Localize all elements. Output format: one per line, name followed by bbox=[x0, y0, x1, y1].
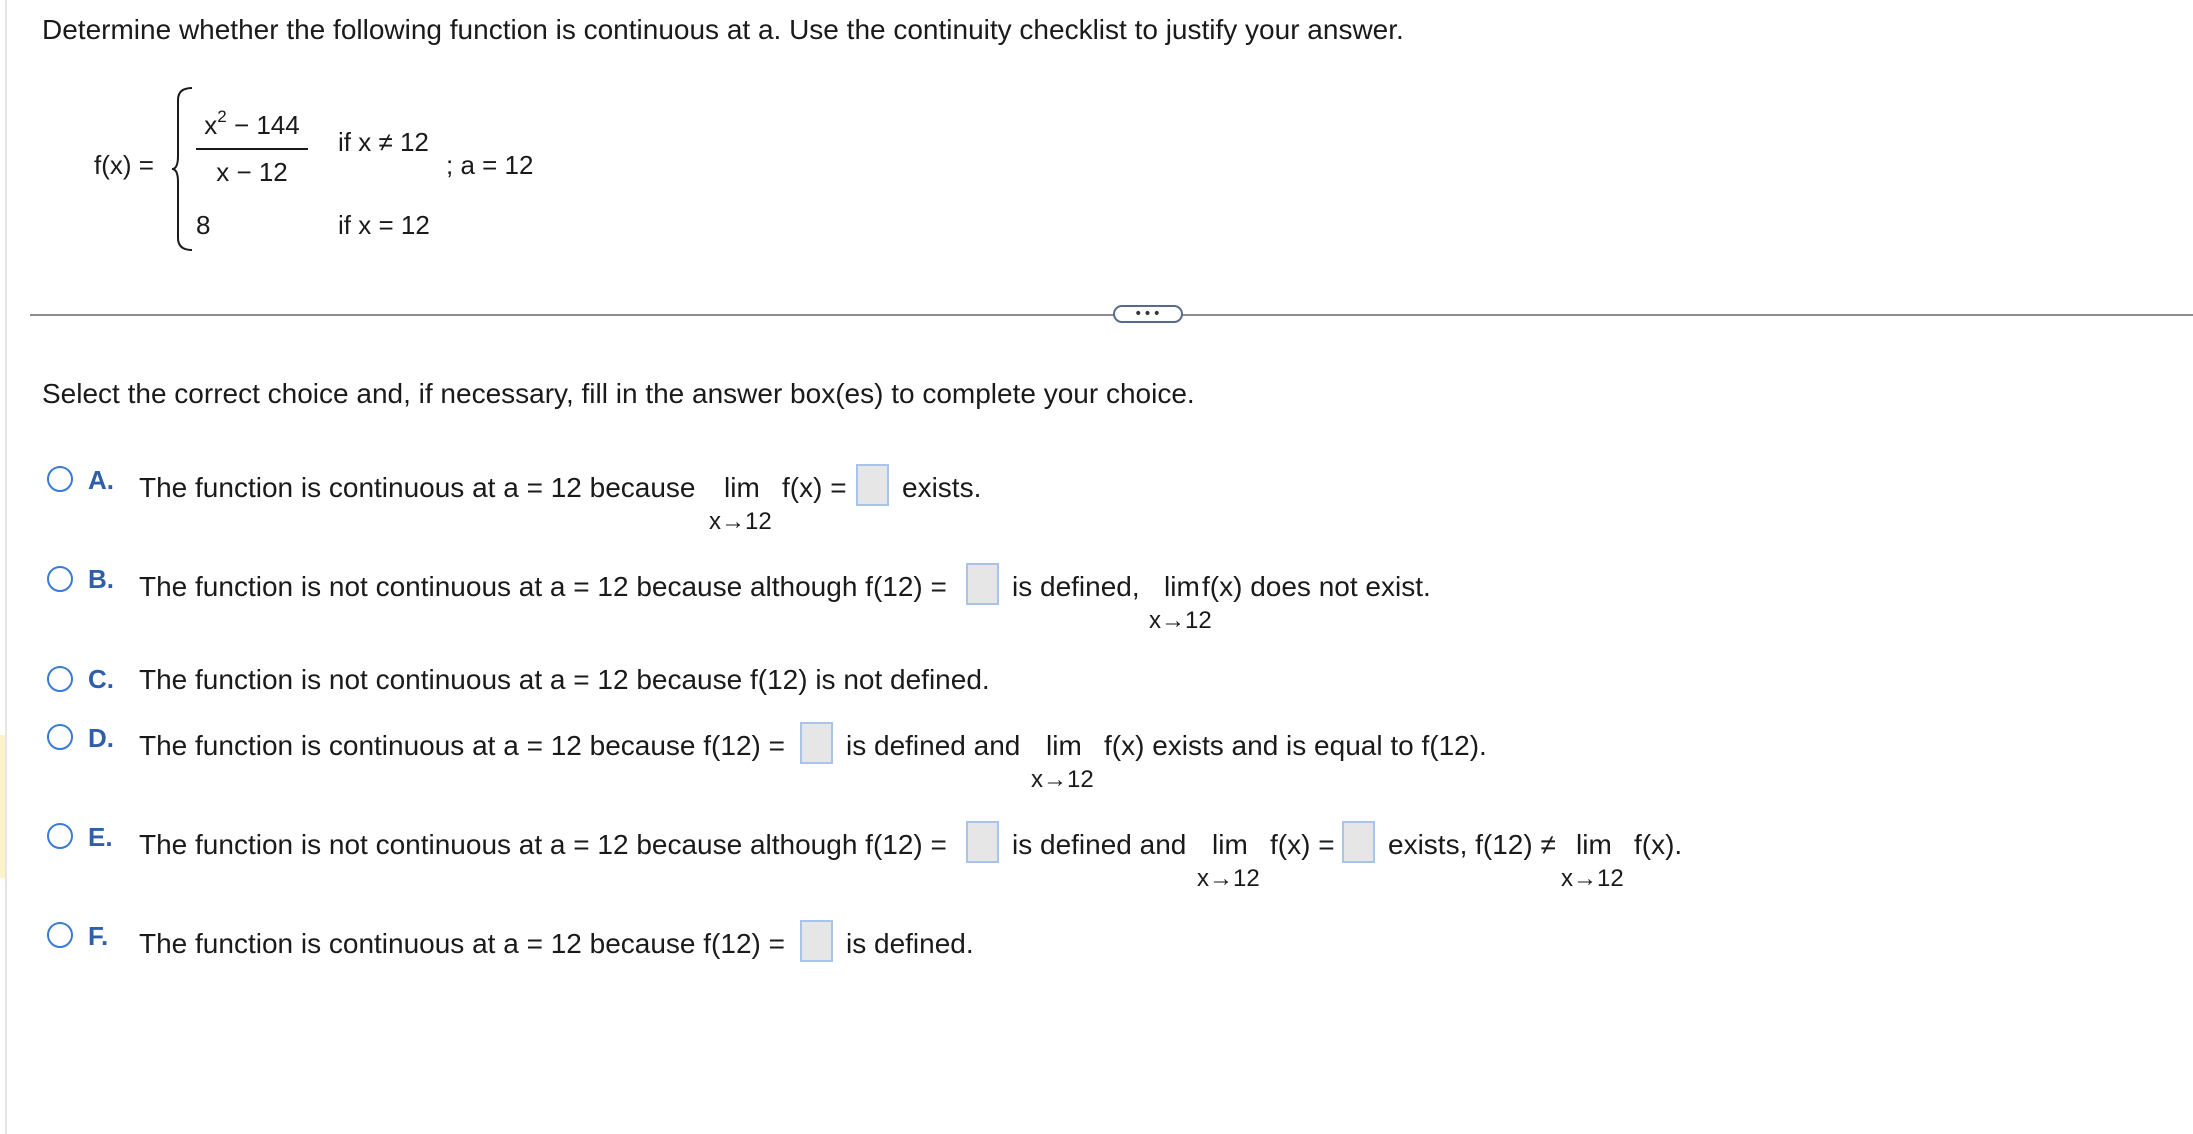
choice-a-fx: f(x) = bbox=[782, 472, 847, 503]
choice-e-letter: E. bbox=[88, 822, 113, 852]
function-label: f(x) = bbox=[94, 150, 154, 180]
case2-condition: if x = 12 bbox=[338, 210, 430, 240]
choice-d-lim: lim bbox=[1046, 730, 1082, 761]
piecewise-brace bbox=[170, 86, 198, 252]
choice-c-letter: C. bbox=[88, 664, 114, 694]
fraction-bar bbox=[196, 148, 308, 150]
choice-f[interactable] bbox=[0, 918, 2193, 998]
case1-condition: if x ≠ 12 bbox=[338, 127, 429, 157]
choice-a-letter: A. bbox=[88, 465, 114, 495]
choice-d[interactable] bbox=[0, 720, 2193, 800]
choice-f-letter: F. bbox=[88, 921, 109, 951]
expand-more-button[interactable]: ••• bbox=[1113, 305, 1183, 323]
question-text: Determine whether the following function is continuous at a. Use the continuity checklist to justify your answer. bbox=[42, 14, 1404, 45]
case1-numerator: $x^2 - 144$ bbox=[204, 107, 300, 140]
choice-b-lim: lim bbox=[1164, 571, 1200, 602]
choice-e-answer-box-1[interactable] bbox=[966, 821, 999, 863]
choice-c-text: The function is not continuous at a = 12 because f(12) is not defined. bbox=[139, 664, 990, 695]
choice-f-text-end: is defined. bbox=[846, 928, 974, 959]
choice-d-lim-under: x→12 bbox=[1031, 766, 1094, 793]
choice-a-answer-box[interactable] bbox=[856, 464, 889, 506]
choice-d-answer-box[interactable] bbox=[800, 722, 833, 764]
choice-c-radio[interactable] bbox=[47, 666, 73, 692]
choice-a[interactable] bbox=[0, 462, 2193, 542]
choice-e-lim-under: x→12 bbox=[1197, 865, 1260, 892]
choice-e-text: The function is not continuous at a = 12 because although f(12) = bbox=[139, 829, 947, 860]
instruction-text: Select the correct choice and, if necessary, fill in the answer box(es) to complete your choice. bbox=[42, 378, 1195, 409]
case1-denominator: x − 12 bbox=[216, 157, 288, 187]
choice-e-answer-box-2[interactable] bbox=[1342, 821, 1375, 863]
choice-b-answer-box[interactable] bbox=[966, 563, 999, 605]
choice-f-radio[interactable] bbox=[47, 922, 73, 948]
choice-a-text: The function is continuous at a = 12 because bbox=[139, 472, 696, 503]
choice-e[interactable] bbox=[0, 819, 2193, 899]
choice-b-fx: f(x) does not exist. bbox=[1202, 571, 1431, 602]
choice-e-text-end: exists, f(12) ≠ bbox=[1388, 829, 1556, 860]
choice-f-text: The function is continuous at a = 12 because f(12) = bbox=[139, 928, 785, 959]
choice-e-radio[interactable] bbox=[47, 823, 73, 849]
choice-b-letter: B. bbox=[88, 564, 114, 594]
choice-e-fx-2: f(x). bbox=[1634, 829, 1683, 860]
choice-b-text-mid: is defined, bbox=[1012, 571, 1140, 602]
choice-d-fx: f(x) exists and is equal to f(12). bbox=[1104, 730, 1487, 761]
choice-d-radio[interactable] bbox=[47, 724, 73, 750]
choice-a-lim-under: x→12 bbox=[709, 508, 772, 535]
choice-b-lim-under: x→12 bbox=[1149, 607, 1212, 634]
choice-b[interactable] bbox=[0, 561, 2193, 641]
choice-b-text: The function is not continuous at a = 12 because although f(12) = bbox=[139, 571, 947, 602]
choice-d-text: The function is continuous at a = 12 because f(12) = bbox=[139, 730, 785, 761]
section-divider bbox=[30, 314, 2193, 316]
choice-e-lim-under-2: x→12 bbox=[1561, 865, 1624, 892]
choice-e-lim-2: lim bbox=[1576, 829, 1612, 860]
choice-b-radio[interactable] bbox=[47, 566, 73, 592]
choice-d-text-mid: is defined and bbox=[846, 730, 1021, 761]
choice-f-answer-box[interactable] bbox=[800, 920, 833, 962]
choice-a-text-end: exists. bbox=[902, 472, 982, 503]
choice-e-fx: f(x) = bbox=[1270, 829, 1335, 860]
choice-a-lim: lim bbox=[724, 472, 760, 503]
choice-e-text-mid: is defined and bbox=[1012, 829, 1187, 860]
case2-value: 8 bbox=[196, 210, 211, 240]
choice-a-radio[interactable] bbox=[47, 466, 73, 492]
case1-fraction bbox=[196, 100, 308, 189]
choice-d-letter: D. bbox=[88, 723, 114, 753]
choice-e-lim: lim bbox=[1212, 829, 1248, 860]
a-value: ; a = 12 bbox=[446, 150, 534, 180]
